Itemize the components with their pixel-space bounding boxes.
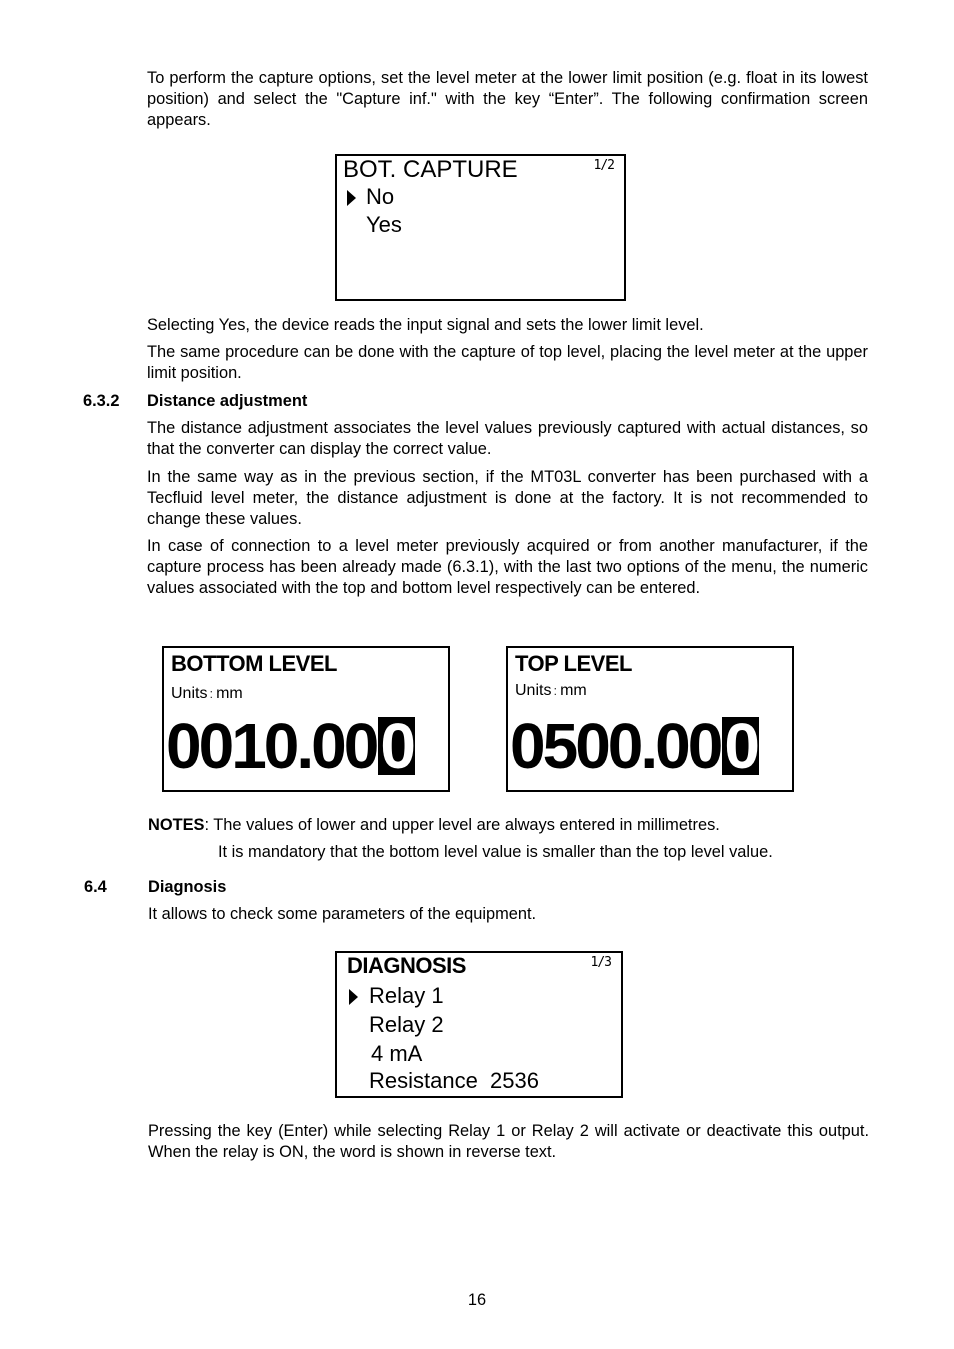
notes-line-1 — [148, 815, 869, 836]
units-value: mm — [560, 682, 587, 699]
selection-arrow-icon — [347, 190, 356, 206]
same-procedure-paragraph: The same procedure can be done with the capture of top level, placing the level meter at the upper limit position. — [147, 343, 868, 382]
top-level-value — [510, 708, 759, 784]
distance-paragraph-2: In the same way as in the previous section, if the MT03L converter has been purchased with a Tecfluid level meter, the distance adjustment is done at the factory. It is not recommended to change these values. — [147, 468, 868, 528]
top-level-title: TOP LEVEL — [515, 651, 632, 676]
bottom-level-title: BOTTOM LEVEL — [171, 651, 337, 676]
notes-label: NOTES — [148, 816, 205, 834]
capture-option-no: No — [366, 184, 395, 209]
top-level-value-digits: 0500.00 — [510, 710, 721, 782]
diagnosis-lcd-screen — [335, 951, 623, 1098]
section-title: Distance adjustment — [147, 392, 308, 410]
edit-cursor-digit: 0 — [380, 710, 413, 782]
diagnosis-item-resistance: Resistance 2536 — [369, 1068, 539, 1093]
capture-intro-paragraph: To perform the capture options, set the level meter at the lower limit position (e.g. float in its lowest position) and select the "Capture inf." with the key “Enter”. The following confirmation screen appears. — [147, 69, 868, 129]
bottom-level-value — [166, 708, 415, 784]
diagnosis-item-relay-2: Relay 2 — [369, 1012, 444, 1037]
capture-screen-page-indicator: 1/2 — [593, 158, 614, 173]
notes-text-1: : The values of lower and upper level are always entered in millimetres. — [204, 816, 720, 834]
selecting-yes-paragraph: Selecting Yes, the device reads the input signal and sets the lower limit level. — [147, 316, 704, 334]
units-label: Units — [171, 685, 208, 702]
units-separator: : — [209, 686, 214, 701]
page-number: 16 — [467, 1291, 487, 1309]
distance-paragraph-3: In case of connection to a level meter previously acquired or from another manufacturer, if the capture process has been already made (6.3.1), with the last two options of the menu, the numeric values associated with the top and bottom level respectively can be entered. — [147, 537, 868, 597]
top-level-lcd-screen — [506, 646, 794, 792]
distance-paragraph-1: The distance adjustment associates the level values previously captured with actual distances, so that the converter can display the correct value. — [147, 419, 868, 458]
capture-lcd-screen — [335, 154, 626, 301]
diagnosis-item-relay-1: Relay 1 — [369, 983, 444, 1008]
pressing-key-paragraph: Pressing the key (Enter) while selecting Relay 1 or Relay 2 will activate or deactivate this output. When the relay is ON, the word is shown in reverse text. — [148, 1122, 869, 1161]
diagnosis-screen-page-indicator: 1/3 — [590, 955, 611, 970]
diagnosis-description: It allows to check some parameters of the equipment. — [148, 905, 537, 923]
edit-cursor-digit: 0 — [724, 710, 757, 782]
bottom-level-units — [171, 685, 243, 703]
units-label: Units — [515, 682, 552, 699]
bottom-level-lcd-screen — [162, 646, 450, 792]
units-separator: : — [553, 683, 558, 698]
capture-screen-title: BOT. CAPTURE — [343, 156, 518, 183]
section-title: Diagnosis — [148, 878, 227, 896]
top-level-units — [515, 682, 587, 700]
selection-arrow-icon — [349, 989, 358, 1005]
diagnosis-screen-title: DIAGNOSIS — [347, 953, 466, 978]
units-value: mm — [216, 685, 243, 702]
bottom-level-value-digits: 0010.00 — [166, 710, 377, 782]
section-number: 6.4 — [84, 878, 107, 896]
notes-line-2: It is mandatory that the bottom level value is smaller than the top level value. — [218, 843, 773, 861]
capture-option-yes: Yes — [366, 212, 402, 237]
diagnosis-item-4ma: 4 mA — [371, 1041, 423, 1066]
section-number: 6.3.2 — [83, 392, 120, 410]
